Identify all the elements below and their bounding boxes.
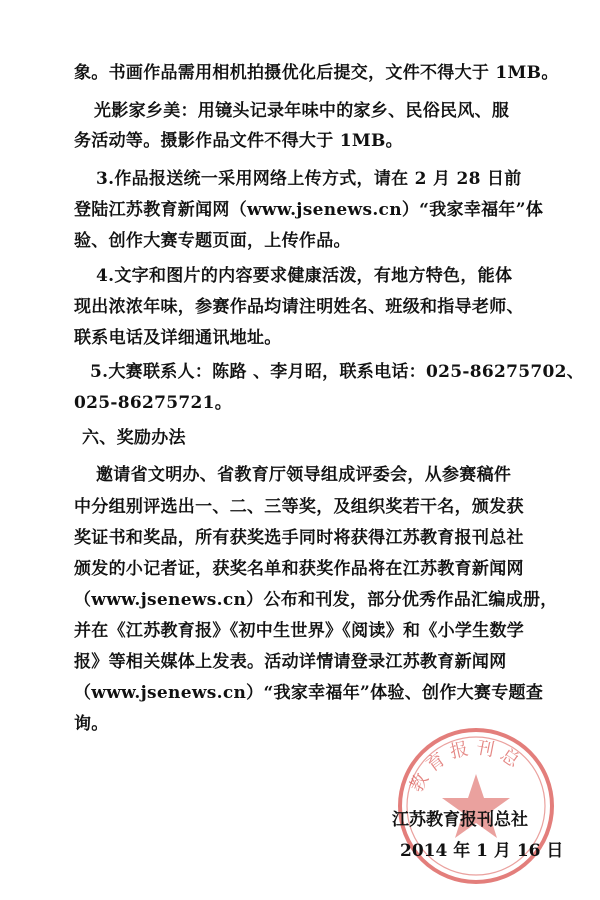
paragraph-line: （www.jsenews.cn）“我家幸福年”体验、创作大赛专题查 — [74, 683, 544, 703]
paragraph-line: 象。书画作品需用相机拍摄优化后提交，文件不得大于 1MB。 — [74, 63, 559, 83]
seal-text: 教育报刊总 — [405, 737, 529, 797]
signature-organization: 江苏教育报刊总社 — [392, 810, 528, 830]
paragraph-line: 邀请省文明办、省教育厅领导组成评委会，从参赛稿件 — [96, 465, 512, 485]
paragraph-line: 验、创作大赛专题页面，上传作品。 — [74, 231, 351, 251]
paragraph-line: 并在《江苏教育报》《初中生世界》《阅读》和《小学生数学 — [74, 621, 525, 641]
paragraph-line: 3.作品报送统一采用网络上传方式，请在 2 月 28 日前 — [96, 169, 522, 189]
paragraph-line: 联系电话及详细通讯地址。 — [74, 328, 282, 348]
official-seal-icon — [392, 722, 560, 890]
paragraph-line: 4.文字和图片的内容要求健康活泼，有地方特色，能体 — [96, 266, 513, 286]
paragraph-line: 询。 — [74, 714, 109, 734]
paragraph-line: 025-86275721。 — [74, 393, 233, 413]
paragraph-line: 报》等相关媒体上发表。活动详情请登录江苏教育新闻网 — [74, 652, 507, 672]
paragraph-line: 颁发的小记者证，获奖名单和获奖作品将在江苏教育新闻网 — [74, 559, 524, 579]
paragraph-line: 奖证书和奖品，所有获奖选手同时将获得江苏教育报刊总社 — [74, 528, 524, 548]
paragraph-line: 光影家乡美：用镜头记录年味中的家乡、民俗民风、服 — [94, 101, 510, 121]
paragraph-line: 中分组别评选出一、二、三等奖，及组织奖若干名，颁发获 — [74, 497, 524, 517]
paragraph-line: 务活动等。摄影作品文件不得大于 1MB。 — [74, 131, 403, 151]
paragraph-line: 5.大赛联系人：陈路 、李月昭，联系电话：025-86275702、 — [90, 362, 585, 382]
paragraph-line: 登陆江苏教育新闻网（www.jsenews.cn）“我家幸福年”体 — [74, 200, 544, 220]
paragraph-line: （www.jsenews.cn）公布和刊发，部分优秀作品汇编成册， — [74, 590, 558, 610]
section-heading: 六、奖励办法 — [82, 428, 186, 448]
signature-date: 2014 年 1 月 16 日 — [400, 841, 564, 861]
paragraph-line: 现出浓浓年味，参赛作品均请注明姓名、班级和指导老师、 — [74, 297, 524, 317]
